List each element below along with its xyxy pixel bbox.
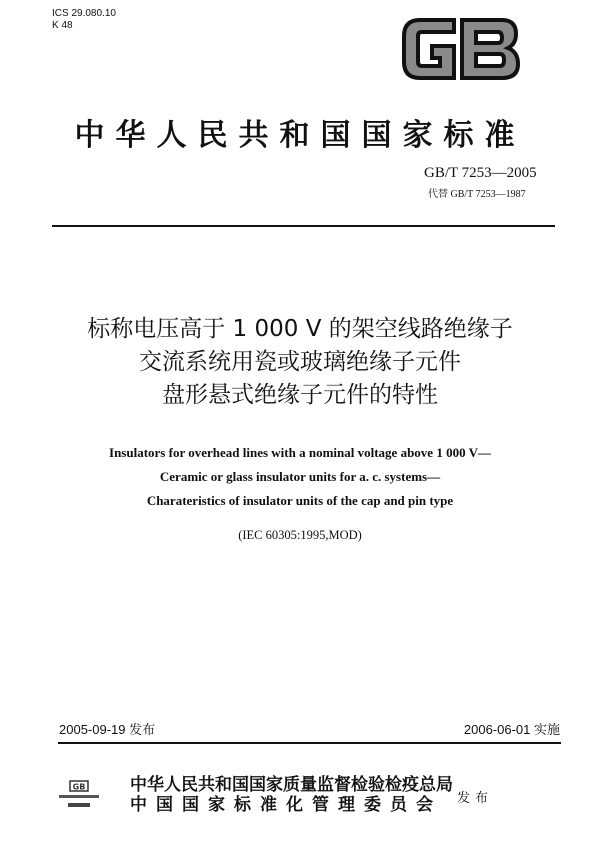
publisher-sac: 中国国家标准化管理委员会 [130,795,442,815]
ics-code: ICS 29.080.10 [52,8,116,19]
publisher-emblem [56,775,102,811]
implementation-date: 2006-06-01 实施 [463,722,560,737]
title-en-line: Ceramic or glass insulator units for a. c. systems— [159,469,441,484]
publish-label: 发布 [457,791,494,806]
title-cn-line: 交流系统用瓷或玻璃绝缘子元件 [139,349,461,375]
ccs-code: K 48 [52,20,73,31]
issue-date: 2005-09-19 发布 [59,722,156,737]
header-divider [52,225,555,227]
title-cn-line: 盘形悬式绝缘子元件的特性 [162,382,438,408]
title-english [0,441,600,513]
footer-divider [58,742,561,744]
svg-text:GB: GB [72,782,86,792]
title-en-line: Charateristics of insulator units of the cap and pin type [146,493,454,508]
gb-logo [398,12,522,84]
national-standard-title: 中华人民共和国国家标准 [74,118,526,153]
publisher-aqsiq: 中华人民共和国国家质量监督检验检疫总局 [130,775,453,795]
title-en-line: Insulators for overhead lines with a nominal voltage above 1 000 V— [109,445,491,460]
title-cn-line: 标称电压高于 1 000 V 的架空线路绝缘子 [87,316,513,342]
replaces-standard: 代替 GB/T 7253—1987 [428,189,526,200]
standard-code: GB/T 7253—2005 [424,165,537,181]
adoption-reference: (IEC 60305:1995,MOD) [238,528,362,542]
publishers [130,775,453,815]
ics-classification [52,8,116,32]
title-chinese [0,313,600,412]
